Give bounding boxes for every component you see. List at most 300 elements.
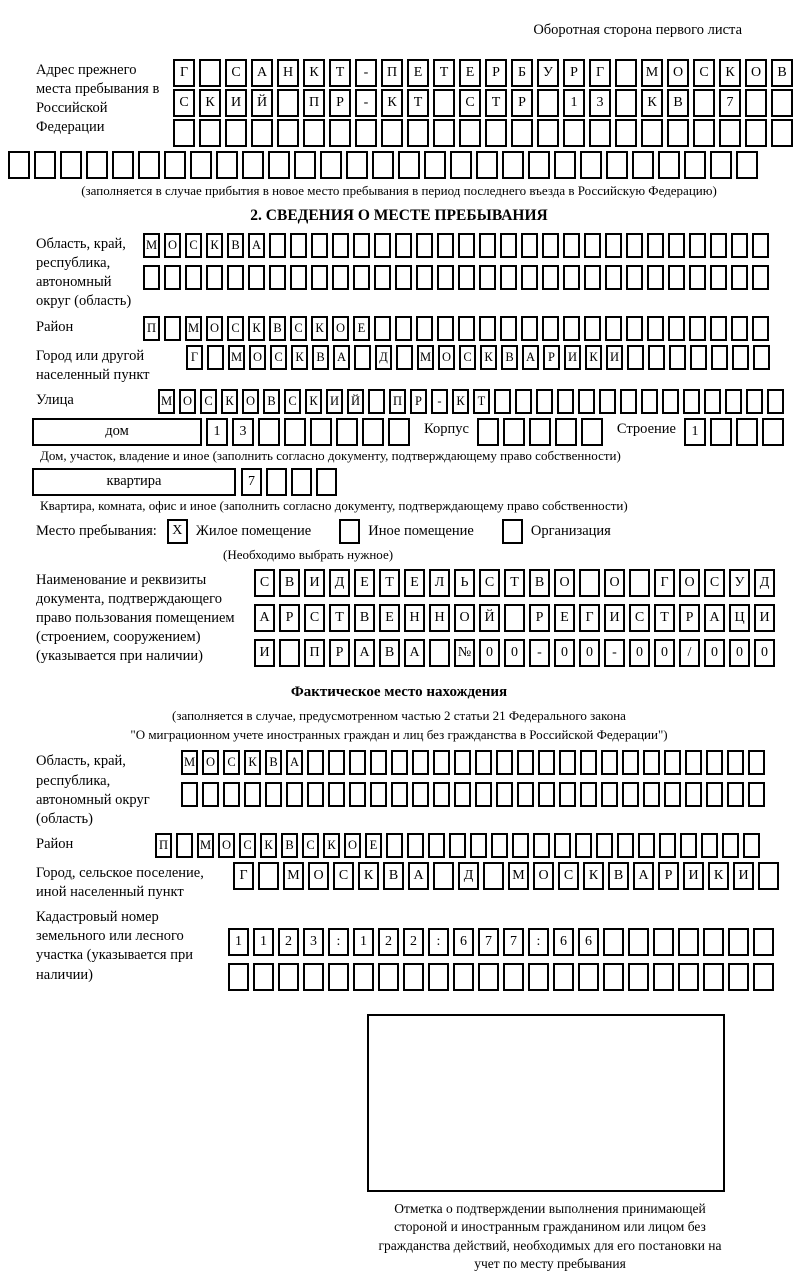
char-cell[interactable]: [368, 389, 385, 414]
char-cell[interactable]: [458, 316, 475, 341]
char-cell[interactable]: С: [223, 750, 240, 775]
char-cell[interactable]: [728, 963, 749, 991]
char-cell[interactable]: [689, 316, 706, 341]
house-type-box[interactable]: дом: [32, 418, 202, 446]
char-cell[interactable]: [311, 233, 328, 258]
char-cell[interactable]: [719, 119, 741, 147]
char-cell[interactable]: К: [381, 89, 403, 117]
char-cell[interactable]: [668, 316, 685, 341]
char-cell[interactable]: В: [501, 345, 518, 370]
char-cell[interactable]: [475, 750, 492, 775]
char-cell[interactable]: Т: [654, 604, 675, 632]
apartment-type-box[interactable]: квартира: [32, 468, 236, 496]
char-cell[interactable]: [378, 963, 399, 991]
char-cell[interactable]: А: [704, 604, 725, 632]
char-cell[interactable]: [316, 468, 337, 496]
char-cell[interactable]: [603, 963, 624, 991]
char-cell[interactable]: С: [225, 59, 247, 87]
char-cell[interactable]: [703, 928, 724, 956]
char-cell[interactable]: 2: [403, 928, 424, 956]
char-cell[interactable]: Ц: [729, 604, 750, 632]
checkbox-organization[interactable]: [502, 519, 523, 544]
char-cell[interactable]: 0: [654, 639, 675, 667]
char-cell[interactable]: А: [254, 604, 275, 632]
char-cell[interactable]: [416, 265, 433, 290]
char-cell[interactable]: [391, 750, 408, 775]
char-cell[interactable]: Р: [485, 59, 507, 87]
char-cell[interactable]: [398, 151, 420, 179]
char-cell[interactable]: [258, 418, 280, 446]
char-cell[interactable]: Г: [589, 59, 611, 87]
char-cell[interactable]: [664, 750, 681, 775]
char-cell[interactable]: Е: [365, 833, 382, 858]
char-cell[interactable]: [575, 833, 592, 858]
char-cell[interactable]: [504, 604, 525, 632]
char-cell[interactable]: [706, 782, 723, 807]
char-cell[interactable]: [703, 963, 724, 991]
char-cell[interactable]: 6: [453, 928, 474, 956]
char-cell[interactable]: [433, 119, 455, 147]
char-cell[interactable]: [722, 833, 739, 858]
char-cell[interactable]: П: [381, 59, 403, 87]
char-cell[interactable]: К: [641, 89, 663, 117]
char-cell[interactable]: -: [529, 639, 550, 667]
char-cell[interactable]: [521, 233, 538, 258]
char-cell[interactable]: К: [583, 862, 604, 890]
char-cell[interactable]: [626, 265, 643, 290]
char-cell[interactable]: [437, 265, 454, 290]
char-cell[interactable]: [599, 389, 616, 414]
char-cell[interactable]: [391, 782, 408, 807]
char-cell[interactable]: К: [585, 345, 602, 370]
char-cell[interactable]: 1: [353, 928, 374, 956]
char-cell[interactable]: [176, 833, 193, 858]
char-cell[interactable]: [458, 265, 475, 290]
char-cell[interactable]: Ь: [454, 569, 475, 597]
char-cell[interactable]: С: [173, 89, 195, 117]
char-cell[interactable]: [559, 782, 576, 807]
char-cell[interactable]: Р: [329, 89, 351, 117]
char-cell[interactable]: [563, 119, 585, 147]
char-cell[interactable]: [653, 963, 674, 991]
char-cell[interactable]: Р: [410, 389, 427, 414]
char-cell[interactable]: [620, 389, 637, 414]
char-cell[interactable]: [512, 833, 529, 858]
char-cell[interactable]: [678, 963, 699, 991]
char-cell[interactable]: [433, 750, 450, 775]
char-cell[interactable]: [311, 265, 328, 290]
char-cell[interactable]: [290, 265, 307, 290]
char-cell[interactable]: [732, 345, 749, 370]
char-cell[interactable]: [632, 151, 654, 179]
char-cell[interactable]: [659, 833, 676, 858]
char-cell[interactable]: [496, 750, 513, 775]
char-cell[interactable]: [748, 782, 765, 807]
char-cell[interactable]: [753, 345, 770, 370]
char-cell[interactable]: А: [251, 59, 273, 87]
char-cell[interactable]: [667, 119, 689, 147]
char-cell[interactable]: И: [254, 639, 275, 667]
char-cell[interactable]: [277, 89, 299, 117]
char-cell[interactable]: [60, 151, 82, 179]
char-cell[interactable]: С: [290, 316, 307, 341]
char-cell[interactable]: Г: [173, 59, 195, 87]
char-cell[interactable]: [668, 265, 685, 290]
char-cell[interactable]: Р: [329, 639, 350, 667]
char-cell[interactable]: [291, 468, 312, 496]
char-cell[interactable]: [381, 119, 403, 147]
char-cell[interactable]: 0: [704, 639, 725, 667]
char-cell[interactable]: [542, 233, 559, 258]
char-cell[interactable]: [207, 345, 224, 370]
char-cell[interactable]: [517, 782, 534, 807]
char-cell[interactable]: [563, 265, 580, 290]
char-cell[interactable]: [294, 151, 316, 179]
char-cell[interactable]: [412, 750, 429, 775]
char-cell[interactable]: [627, 345, 644, 370]
char-cell[interactable]: [477, 418, 499, 446]
char-cell[interactable]: [416, 316, 433, 341]
char-cell[interactable]: Т: [504, 569, 525, 597]
char-cell[interactable]: Т: [473, 389, 490, 414]
char-cell[interactable]: М: [228, 345, 245, 370]
char-cell[interactable]: Й: [479, 604, 500, 632]
char-cell[interactable]: [388, 418, 410, 446]
char-cell[interactable]: В: [279, 569, 300, 597]
char-cell[interactable]: [622, 750, 639, 775]
char-cell[interactable]: Т: [433, 59, 455, 87]
char-cell[interactable]: [557, 389, 574, 414]
char-cell[interactable]: [706, 750, 723, 775]
char-cell[interactable]: [269, 265, 286, 290]
char-cell[interactable]: [265, 782, 282, 807]
char-cell[interactable]: [528, 963, 549, 991]
char-cell[interactable]: [336, 418, 358, 446]
char-cell[interactable]: [320, 151, 342, 179]
char-cell[interactable]: [685, 782, 702, 807]
char-cell[interactable]: Г: [579, 604, 600, 632]
char-cell[interactable]: [395, 265, 412, 290]
char-cell[interactable]: М: [158, 389, 175, 414]
char-cell[interactable]: К: [291, 345, 308, 370]
char-cell[interactable]: [680, 833, 697, 858]
char-cell[interactable]: [710, 233, 727, 258]
char-cell[interactable]: [641, 119, 663, 147]
char-cell[interactable]: [429, 639, 450, 667]
char-cell[interactable]: [290, 233, 307, 258]
char-cell[interactable]: [242, 151, 264, 179]
char-cell[interactable]: П: [389, 389, 406, 414]
char-cell[interactable]: А: [633, 862, 654, 890]
char-cell[interactable]: [693, 119, 715, 147]
char-cell[interactable]: [615, 89, 637, 117]
char-cell[interactable]: [223, 782, 240, 807]
char-cell[interactable]: [580, 782, 597, 807]
char-cell[interactable]: [563, 316, 580, 341]
char-cell[interactable]: Д: [754, 569, 775, 597]
char-cell[interactable]: А: [354, 639, 375, 667]
char-cell[interactable]: [479, 265, 496, 290]
char-cell[interactable]: О: [218, 833, 235, 858]
char-cell[interactable]: [771, 119, 793, 147]
char-cell[interactable]: К: [452, 389, 469, 414]
char-cell[interactable]: А: [522, 345, 539, 370]
char-cell[interactable]: [731, 265, 748, 290]
char-cell[interactable]: 0: [479, 639, 500, 667]
char-cell[interactable]: М: [143, 233, 160, 258]
char-cell[interactable]: [279, 639, 300, 667]
char-cell[interactable]: И: [683, 862, 704, 890]
char-cell[interactable]: [701, 833, 718, 858]
char-cell[interactable]: /: [679, 639, 700, 667]
char-cell[interactable]: Р: [529, 604, 550, 632]
char-cell[interactable]: [603, 928, 624, 956]
char-cell[interactable]: О: [454, 604, 475, 632]
char-cell[interactable]: 0: [579, 639, 600, 667]
char-cell[interactable]: [227, 265, 244, 290]
char-cell[interactable]: [641, 389, 658, 414]
char-cell[interactable]: К: [206, 233, 223, 258]
char-cell[interactable]: Р: [563, 59, 585, 87]
char-cell[interactable]: 0: [754, 639, 775, 667]
char-cell[interactable]: А: [248, 233, 265, 258]
char-cell[interactable]: [555, 418, 577, 446]
char-cell[interactable]: В: [281, 833, 298, 858]
char-cell[interactable]: 0: [629, 639, 650, 667]
char-cell[interactable]: [643, 750, 660, 775]
char-cell[interactable]: 7: [503, 928, 524, 956]
char-cell[interactable]: [303, 119, 325, 147]
char-cell[interactable]: [433, 782, 450, 807]
char-cell[interactable]: У: [537, 59, 559, 87]
char-cell[interactable]: [731, 316, 748, 341]
char-cell[interactable]: [437, 316, 454, 341]
char-cell[interactable]: В: [265, 750, 282, 775]
char-cell[interactable]: М: [283, 862, 304, 890]
char-cell[interactable]: М: [181, 750, 198, 775]
char-cell[interactable]: [454, 750, 471, 775]
char-cell[interactable]: [454, 782, 471, 807]
char-cell[interactable]: [653, 928, 674, 956]
char-cell[interactable]: Т: [407, 89, 429, 117]
char-cell[interactable]: [164, 316, 181, 341]
char-cell[interactable]: Б: [511, 59, 533, 87]
char-cell[interactable]: Р: [279, 604, 300, 632]
char-cell[interactable]: [370, 782, 387, 807]
char-cell[interactable]: Л: [429, 569, 450, 597]
char-cell[interactable]: К: [199, 89, 221, 117]
char-cell[interactable]: [662, 389, 679, 414]
char-cell[interactable]: [268, 151, 290, 179]
char-cell[interactable]: [553, 963, 574, 991]
char-cell[interactable]: С: [254, 569, 275, 597]
char-cell[interactable]: [503, 418, 525, 446]
char-cell[interactable]: В: [269, 316, 286, 341]
char-cell[interactable]: [758, 862, 779, 890]
char-cell[interactable]: [515, 389, 532, 414]
char-cell[interactable]: 7: [719, 89, 741, 117]
char-cell[interactable]: О: [179, 389, 196, 414]
char-cell[interactable]: С: [704, 569, 725, 597]
char-cell[interactable]: [458, 233, 475, 258]
char-cell[interactable]: Г: [654, 569, 675, 597]
char-cell[interactable]: [278, 963, 299, 991]
char-cell[interactable]: Р: [679, 604, 700, 632]
char-cell[interactable]: [286, 782, 303, 807]
char-cell[interactable]: Н: [404, 604, 425, 632]
char-cell[interactable]: [503, 963, 524, 991]
char-cell[interactable]: [629, 569, 650, 597]
char-cell[interactable]: С: [479, 569, 500, 597]
char-cell[interactable]: [578, 963, 599, 991]
char-cell[interactable]: К: [303, 59, 325, 87]
char-cell[interactable]: [559, 750, 576, 775]
char-cell[interactable]: [605, 233, 622, 258]
char-cell[interactable]: [746, 389, 763, 414]
char-cell[interactable]: [253, 963, 274, 991]
char-cell[interactable]: С: [302, 833, 319, 858]
char-cell[interactable]: [491, 833, 508, 858]
char-cell[interactable]: [346, 151, 368, 179]
char-cell[interactable]: [374, 233, 391, 258]
char-cell[interactable]: [395, 233, 412, 258]
char-cell[interactable]: [748, 750, 765, 775]
char-cell[interactable]: И: [225, 89, 247, 117]
char-cell[interactable]: Е: [354, 569, 375, 597]
char-cell[interactable]: О: [308, 862, 329, 890]
char-cell[interactable]: [143, 265, 160, 290]
char-cell[interactable]: С: [459, 345, 476, 370]
char-cell[interactable]: 2: [278, 928, 299, 956]
char-cell[interactable]: О: [164, 233, 181, 258]
char-cell[interactable]: [206, 265, 223, 290]
char-cell[interactable]: М: [508, 862, 529, 890]
char-cell[interactable]: 6: [578, 928, 599, 956]
char-cell[interactable]: [725, 389, 742, 414]
char-cell[interactable]: Р: [511, 89, 533, 117]
char-cell[interactable]: [374, 316, 391, 341]
char-cell[interactable]: [736, 418, 758, 446]
char-cell[interactable]: С: [239, 833, 256, 858]
char-cell[interactable]: [386, 833, 403, 858]
char-cell[interactable]: [589, 119, 611, 147]
char-cell[interactable]: [428, 963, 449, 991]
char-cell[interactable]: В: [667, 89, 689, 117]
char-cell[interactable]: [310, 418, 332, 446]
char-cell[interactable]: Й: [347, 389, 364, 414]
char-cell[interactable]: [658, 151, 680, 179]
char-cell[interactable]: Е: [407, 59, 429, 87]
char-cell[interactable]: [329, 119, 351, 147]
char-cell[interactable]: А: [404, 639, 425, 667]
char-cell[interactable]: Т: [329, 59, 351, 87]
char-cell[interactable]: [416, 233, 433, 258]
char-cell[interactable]: [538, 750, 555, 775]
char-cell[interactable]: [579, 569, 600, 597]
char-cell[interactable]: [502, 151, 524, 179]
char-cell[interactable]: [307, 750, 324, 775]
char-cell[interactable]: С: [333, 862, 354, 890]
char-cell[interactable]: :: [428, 928, 449, 956]
char-cell[interactable]: [428, 833, 445, 858]
char-cell[interactable]: [537, 89, 559, 117]
char-cell[interactable]: [745, 89, 767, 117]
char-cell[interactable]: 0: [729, 639, 750, 667]
char-cell[interactable]: [771, 89, 793, 117]
char-cell[interactable]: В: [263, 389, 280, 414]
char-cell[interactable]: [626, 316, 643, 341]
char-cell[interactable]: 3: [232, 418, 254, 446]
char-cell[interactable]: [450, 151, 472, 179]
char-cell[interactable]: [332, 265, 349, 290]
char-cell[interactable]: И: [604, 604, 625, 632]
char-cell[interactable]: Н: [277, 59, 299, 87]
char-cell[interactable]: К: [244, 750, 261, 775]
char-cell[interactable]: [479, 316, 496, 341]
char-cell[interactable]: [584, 233, 601, 258]
char-cell[interactable]: А: [333, 345, 350, 370]
char-cell[interactable]: 1: [563, 89, 585, 117]
char-cell[interactable]: [34, 151, 56, 179]
char-cell[interactable]: П: [303, 89, 325, 117]
char-cell[interactable]: И: [304, 569, 325, 597]
char-cell[interactable]: 0: [554, 639, 575, 667]
char-cell[interactable]: [711, 345, 728, 370]
char-cell[interactable]: [459, 119, 481, 147]
char-cell[interactable]: [185, 265, 202, 290]
char-cell[interactable]: [521, 316, 538, 341]
char-cell[interactable]: [476, 151, 498, 179]
char-cell[interactable]: [112, 151, 134, 179]
char-cell[interactable]: [328, 963, 349, 991]
char-cell[interactable]: :: [328, 928, 349, 956]
char-cell[interactable]: [743, 833, 760, 858]
char-cell[interactable]: [8, 151, 30, 179]
char-cell[interactable]: [752, 233, 769, 258]
char-cell[interactable]: Д: [375, 345, 392, 370]
char-cell[interactable]: [605, 316, 622, 341]
char-cell[interactable]: [266, 468, 287, 496]
char-cell[interactable]: [407, 119, 429, 147]
char-cell[interactable]: О: [242, 389, 259, 414]
char-cell[interactable]: [710, 265, 727, 290]
char-cell[interactable]: К: [248, 316, 265, 341]
char-cell[interactable]: [584, 316, 601, 341]
char-cell[interactable]: К: [221, 389, 238, 414]
char-cell[interactable]: [138, 151, 160, 179]
char-cell[interactable]: [500, 265, 517, 290]
char-cell[interactable]: [678, 928, 699, 956]
char-cell[interactable]: [762, 418, 784, 446]
char-cell[interactable]: П: [304, 639, 325, 667]
char-cell[interactable]: И: [606, 345, 623, 370]
char-cell[interactable]: [228, 963, 249, 991]
char-cell[interactable]: [500, 316, 517, 341]
char-cell[interactable]: В: [529, 569, 550, 597]
char-cell[interactable]: [536, 389, 553, 414]
char-cell[interactable]: [578, 389, 595, 414]
char-cell[interactable]: [752, 316, 769, 341]
char-cell[interactable]: [628, 963, 649, 991]
char-cell[interactable]: Е: [353, 316, 370, 341]
char-cell[interactable]: [731, 233, 748, 258]
char-cell[interactable]: [528, 151, 550, 179]
checkbox-other-premises[interactable]: [339, 519, 360, 544]
char-cell[interactable]: [485, 119, 507, 147]
char-cell[interactable]: В: [608, 862, 629, 890]
char-cell[interactable]: Г: [186, 345, 203, 370]
char-cell[interactable]: К: [323, 833, 340, 858]
